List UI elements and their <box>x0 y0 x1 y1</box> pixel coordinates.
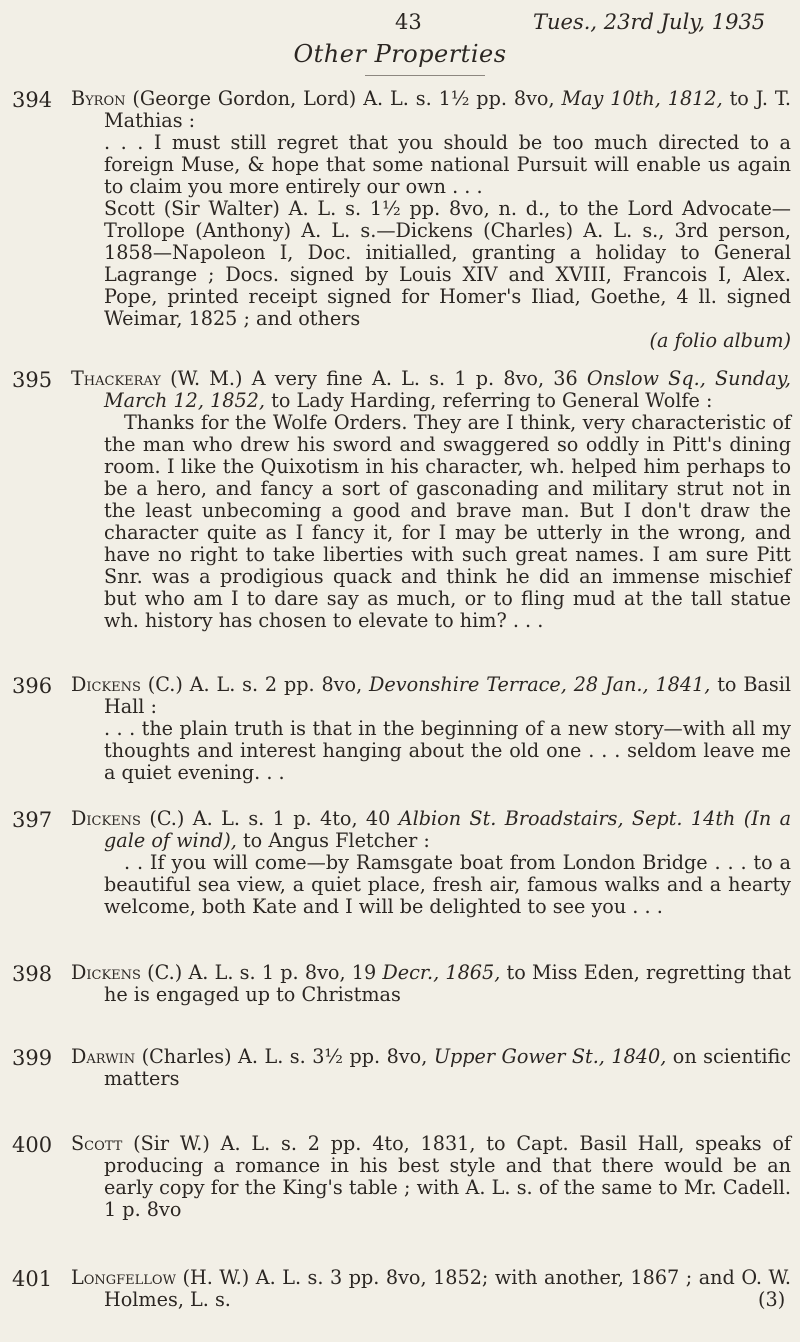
lot-extra: Scott (Sir Walter) A. L. s. 1½ pp. 8vo, n. d., to the Lord Advocate—Trollope (Anthony) A. L. s.—Dickens (Charles) A. L. s., 3rd person, 1858—Napoleon I, Doc. initialled, granting a holiday to General Lagrange ; Docs. signed by Louis XIV and XVIII, Francois I, Alex. Pope, printed receipt signed for Homer's Iliad, Goethe, 4 ll. signed Weimar, 1825 ; and others <box>104 197 791 330</box>
lot-number: 400 <box>12 1133 53 1157</box>
lot-date: Upper Gower St., 1840, <box>433 1045 667 1068</box>
lot-details: (Sir W.) A. L. s. 2 pp. 4to, 1831, to Capt. Basil Hall, speaks of producing a romance in his best style and that there would be an early copy for the King's table ; with A. L. s. of the same to Mr. Cadell. 1 p. 8vo <box>104 1132 791 1221</box>
lot-details: (H. W.) A. L. s. 3 pp. 8vo, 1852; with another, 1867 ; and O. W. Holmes, L. s. <box>104 1266 791 1311</box>
lot-description <box>71 674 791 784</box>
lot-recipient: to Lady Harding, referring to General Wolfe : <box>265 389 713 412</box>
lot-number: 397 <box>12 808 53 832</box>
lot-details: (W. M.) A very fine A. L. s. 1 p. 8vo, 36 <box>160 367 587 390</box>
lot-number: 396 <box>12 674 53 698</box>
sale-date: Tues., 23rd July, 1935 <box>533 10 766 34</box>
lot-description <box>71 1046 791 1090</box>
lot-recipient: to Angus Fletcher : <box>236 829 430 852</box>
author-name: Dickens <box>71 807 141 830</box>
lot-details: (C.) A. L. s. 1 p. 4to, 40 <box>140 807 399 830</box>
page-header <box>0 6 800 36</box>
lot-details: (Charles) A. L. s. 3½ pp. 8vo, <box>135 1045 434 1068</box>
lot-description <box>71 1133 791 1221</box>
lot-number: 394 <box>12 88 53 112</box>
author-name: Byron <box>71 87 126 110</box>
lot-description <box>71 808 791 918</box>
author-name: Thackeray <box>71 367 161 390</box>
lot-number: 401 <box>12 1267 53 1291</box>
author-name: Scott <box>71 1132 123 1155</box>
section-title: Other Properties <box>293 40 507 68</box>
author-name: Longfellow <box>71 1266 176 1289</box>
page-number: 43 <box>395 10 422 34</box>
lot-date: Decr., 1865, <box>382 961 501 984</box>
lot-date: May 10th, 1812, <box>561 87 723 110</box>
lot-quote: . . . the plain truth is that in the beginning of a new story—with all my thoughts and interest hanging about the old one . . . seldom leave me a quiet evening. . . <box>104 717 791 784</box>
lot-quote: . . . I must still regret that you should be too much directed to a foreign Muse, & hope that some national Pursuit will enable us again to claim you more entirely our own . . . <box>104 131 791 198</box>
author-name: Dickens <box>71 673 141 696</box>
lot-quote: Thanks for the Wolfe Orders. They are I think, very characteristic of the man who drew his sword and swaggered so oddly in Pitt's dining room. I like the Quixotism in his character, wh. helped him perhaps to be a hero, and fancy a sort of gasconading and military strut not in the least unbecoming a good and brave man. But I don't draw the character quite as I fancy it, for I may be utterly in the wrong, and have no right to take liberties with such great names. I am sure Pitt Snr. was a prodigious quack and think he did an immense mischief but who am I to dare say as much, or to fling mud at the tall statue wh. history has chosen to elevate to him? . . . <box>104 411 791 632</box>
lot-description <box>71 368 791 632</box>
lot-description <box>71 962 791 1006</box>
lot-note: (a folio album) <box>649 329 791 352</box>
lot-date: Albion St. Broadstairs, Sept. 14th (In a gale of wind), <box>104 807 792 852</box>
lot-number: 395 <box>12 368 53 392</box>
lot-number: 398 <box>12 962 53 986</box>
author-name: Darwin <box>71 1045 136 1068</box>
lot-date: Devonshire Terrace, 28 Jan., 1841, <box>369 673 711 696</box>
title-divider <box>365 75 485 76</box>
lot-details: (C.) A. L. s. 1 p. 8vo, 19 <box>140 961 383 984</box>
lot-description <box>71 88 791 352</box>
author-name: Dickens <box>71 961 141 984</box>
lot-details: (George Gordon, Lord) A. L. s. 1½ pp. 8vo, <box>125 87 562 110</box>
lot-recipient: on scientific matters <box>104 1045 791 1090</box>
lot-recipient: to Miss Eden, regretting that he is engaged up to Christmas <box>104 961 792 1006</box>
lot-date: Onslow Sq., Sunday, March 12, 1852, <box>104 367 791 412</box>
lot-recipient: to Basil Hall : <box>104 673 791 718</box>
lot-details: (C.) A. L. s. 2 pp. 8vo, <box>140 673 370 696</box>
lot-description: Longfellow (H. W.) A. L. s. 3 pp. 8vo, 1852; with another, 1867 ; and O. W. Holmes, L. s. (3) <box>71 1266 791 1311</box>
lot-recipient: to J. T. Mathias : <box>104 87 792 132</box>
lot-quote: . . If you will come—by Ramsgate boat from London Bridge . . . to a beautiful sea view, a quiet place, fresh air, famous walks and a hearty welcome, both Kate and I will be delighted to see you . . . <box>104 851 791 918</box>
lot-number: 399 <box>12 1046 53 1070</box>
